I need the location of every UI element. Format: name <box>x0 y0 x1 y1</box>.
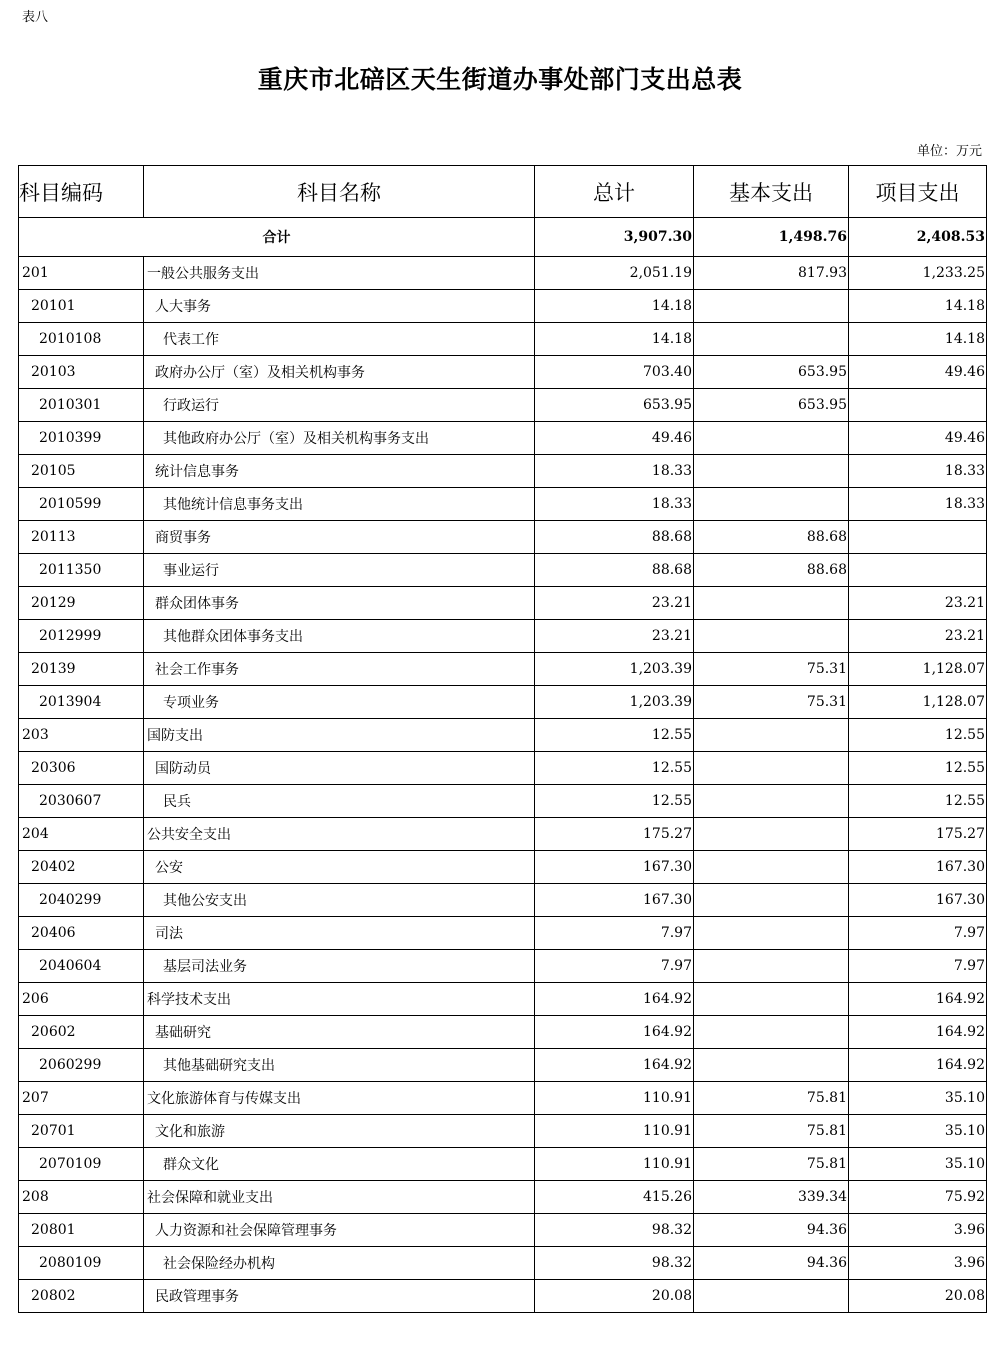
table-row <box>19 554 987 587</box>
table-row <box>19 389 987 422</box>
row-code: 2070109 <box>19 1148 144 1181</box>
row-total: 49.46 <box>535 422 694 455</box>
row-project: 3.96 <box>849 1247 987 1280</box>
row-basic: 88.68 <box>694 554 849 587</box>
row-basic: 75.81 <box>694 1148 849 1181</box>
row-project: 23.21 <box>849 620 987 653</box>
row-project: 12.55 <box>849 785 987 818</box>
summary-label: 合计 <box>19 218 535 257</box>
table-row <box>19 884 987 917</box>
row-name: 人力资源和社会保障管理事务 <box>144 1214 535 1247</box>
row-basic: 75.31 <box>694 653 849 686</box>
row-basic <box>694 290 849 323</box>
row-total: 175.27 <box>535 818 694 851</box>
row-project: 167.30 <box>849 851 987 884</box>
row-code: 2030607 <box>19 785 144 818</box>
row-basic: 94.36 <box>694 1247 849 1280</box>
row-name: 行政运行 <box>144 389 535 422</box>
table-row <box>19 455 987 488</box>
row-basic <box>694 1280 849 1313</box>
row-code: 2040604 <box>19 950 144 983</box>
row-basic: 75.81 <box>694 1082 849 1115</box>
row-basic <box>694 917 849 950</box>
row-total: 7.97 <box>535 917 694 950</box>
table-row <box>19 1181 987 1214</box>
row-project: 18.33 <box>849 455 987 488</box>
row-code: 20103 <box>19 356 144 389</box>
table-row <box>19 1214 987 1247</box>
row-total: 88.68 <box>535 521 694 554</box>
row-name: 国防动员 <box>144 752 535 785</box>
table-row <box>19 719 987 752</box>
table-row <box>19 1247 987 1280</box>
table-row <box>19 620 987 653</box>
row-total: 14.18 <box>535 323 694 356</box>
row-total: 23.21 <box>535 620 694 653</box>
row-code: 20406 <box>19 917 144 950</box>
row-code: 2010108 <box>19 323 144 356</box>
row-code: 2010599 <box>19 488 144 521</box>
row-code: 20402 <box>19 851 144 884</box>
table-row <box>19 356 987 389</box>
row-code: 2060299 <box>19 1049 144 1082</box>
row-name: 其他公安支出 <box>144 884 535 917</box>
row-project: 20.08 <box>849 1280 987 1313</box>
table-row <box>19 917 987 950</box>
row-code: 208 <box>19 1181 144 1214</box>
row-code: 2040299 <box>19 884 144 917</box>
row-name: 民政管理事务 <box>144 1280 535 1313</box>
row-basic <box>694 983 849 1016</box>
row-basic: 653.95 <box>694 389 849 422</box>
row-basic <box>694 587 849 620</box>
row-name: 其他基础研究支出 <box>144 1049 535 1082</box>
row-total: 12.55 <box>535 752 694 785</box>
row-basic <box>694 1016 849 1049</box>
row-code: 20101 <box>19 290 144 323</box>
row-code: 206 <box>19 983 144 1016</box>
row-project: 175.27 <box>849 818 987 851</box>
row-name: 基层司法业务 <box>144 950 535 983</box>
row-project <box>849 389 987 422</box>
table-row <box>19 323 987 356</box>
row-basic: 94.36 <box>694 1214 849 1247</box>
table-row <box>19 1016 987 1049</box>
row-name: 一般公共服务支出 <box>144 257 535 290</box>
row-name: 国防支出 <box>144 719 535 752</box>
row-total: 98.32 <box>535 1247 694 1280</box>
row-basic <box>694 1049 849 1082</box>
row-basic <box>694 785 849 818</box>
row-project: 49.46 <box>849 422 987 455</box>
row-name: 公共安全支出 <box>144 818 535 851</box>
row-total: 12.55 <box>535 719 694 752</box>
row-project: 164.92 <box>849 1049 987 1082</box>
row-code: 203 <box>19 719 144 752</box>
row-code: 20802 <box>19 1280 144 1313</box>
row-total: 164.92 <box>535 983 694 1016</box>
row-name: 社会保障和就业支出 <box>144 1181 535 1214</box>
row-basic: 88.68 <box>694 521 849 554</box>
row-total: 7.97 <box>535 950 694 983</box>
row-project: 7.97 <box>849 950 987 983</box>
table-row <box>19 257 987 290</box>
row-total: 20.08 <box>535 1280 694 1313</box>
row-basic <box>694 950 849 983</box>
row-code: 201 <box>19 257 144 290</box>
row-project: 35.10 <box>849 1082 987 1115</box>
row-total: 2,051.19 <box>535 257 694 290</box>
row-basic <box>694 323 849 356</box>
table-row <box>19 653 987 686</box>
row-code: 2010399 <box>19 422 144 455</box>
row-name: 专项业务 <box>144 686 535 719</box>
summary-basic: 1,498.76 <box>694 218 849 257</box>
row-total: 18.33 <box>535 455 694 488</box>
row-name: 文化旅游体育与传媒支出 <box>144 1082 535 1115</box>
row-code: 2010301 <box>19 389 144 422</box>
row-basic <box>694 752 849 785</box>
row-project: 1,128.07 <box>849 653 987 686</box>
row-name: 政府办公厅（室）及相关机构事务 <box>144 356 535 389</box>
row-name: 群众文化 <box>144 1148 535 1181</box>
row-project: 167.30 <box>849 884 987 917</box>
row-code: 204 <box>19 818 144 851</box>
header-total: 总计 <box>535 166 694 218</box>
table-row <box>19 1280 987 1313</box>
header-project: 项目支出 <box>849 166 987 218</box>
row-project: 164.92 <box>849 1016 987 1049</box>
row-code: 207 <box>19 1082 144 1115</box>
table-row <box>19 1115 987 1148</box>
row-total: 415.26 <box>535 1181 694 1214</box>
row-name: 其他统计信息事务支出 <box>144 488 535 521</box>
row-total: 110.91 <box>535 1115 694 1148</box>
row-project: 14.18 <box>849 323 987 356</box>
row-name: 人大事务 <box>144 290 535 323</box>
row-total: 1,203.39 <box>535 686 694 719</box>
row-basic: 339.34 <box>694 1181 849 1214</box>
row-basic: 653.95 <box>694 356 849 389</box>
table-row <box>19 422 987 455</box>
summary-row <box>19 218 987 257</box>
row-basic <box>694 719 849 752</box>
row-basic <box>694 851 849 884</box>
table-row <box>19 587 987 620</box>
table-row <box>19 818 987 851</box>
row-basic <box>694 620 849 653</box>
table-row <box>19 785 987 818</box>
row-basic <box>694 818 849 851</box>
row-project: 1,128.07 <box>849 686 987 719</box>
row-basic <box>694 455 849 488</box>
row-project: 35.10 <box>849 1115 987 1148</box>
row-project: 164.92 <box>849 983 987 1016</box>
row-name: 民兵 <box>144 785 535 818</box>
row-project: 1,233.25 <box>849 257 987 290</box>
table-row <box>19 521 987 554</box>
row-project: 35.10 <box>849 1148 987 1181</box>
row-name: 社会工作事务 <box>144 653 535 686</box>
row-total: 88.68 <box>535 554 694 587</box>
row-name: 司法 <box>144 917 535 950</box>
table-number-label: 表八 <box>22 10 49 25</box>
row-basic <box>694 422 849 455</box>
row-name: 统计信息事务 <box>144 455 535 488</box>
row-code: 20306 <box>19 752 144 785</box>
row-project: 7.97 <box>849 917 987 950</box>
row-total: 167.30 <box>535 884 694 917</box>
row-project: 3.96 <box>849 1214 987 1247</box>
summary-project: 2,408.53 <box>849 218 987 257</box>
row-code: 20105 <box>19 455 144 488</box>
row-name: 群众团体事务 <box>144 587 535 620</box>
header-row <box>19 166 987 218</box>
row-total: 703.40 <box>535 356 694 389</box>
row-name: 文化和旅游 <box>144 1115 535 1148</box>
row-code: 20113 <box>19 521 144 554</box>
row-project: 18.33 <box>849 488 987 521</box>
table-row <box>19 950 987 983</box>
row-basic: 817.93 <box>694 257 849 290</box>
row-project <box>849 554 987 587</box>
table-row <box>19 290 987 323</box>
row-project <box>849 521 987 554</box>
row-project: 75.92 <box>849 1181 987 1214</box>
row-total: 110.91 <box>535 1148 694 1181</box>
row-project: 12.55 <box>849 719 987 752</box>
row-name: 代表工作 <box>144 323 535 356</box>
row-project: 12.55 <box>849 752 987 785</box>
row-project: 14.18 <box>849 290 987 323</box>
row-total: 167.30 <box>535 851 694 884</box>
row-total: 110.91 <box>535 1082 694 1115</box>
row-project: 23.21 <box>849 587 987 620</box>
row-code: 20801 <box>19 1214 144 1247</box>
header-code: 科目编码 <box>19 166 144 218</box>
row-name: 基础研究 <box>144 1016 535 1049</box>
table-row <box>19 686 987 719</box>
row-name: 公安 <box>144 851 535 884</box>
row-name: 其他群众团体事务支出 <box>144 620 535 653</box>
expenditure-table <box>18 165 987 1313</box>
table-row <box>19 851 987 884</box>
table-row <box>19 1049 987 1082</box>
row-total: 1,203.39 <box>535 653 694 686</box>
row-name: 事业运行 <box>144 554 535 587</box>
row-name: 商贸事务 <box>144 521 535 554</box>
row-basic: 75.81 <box>694 1115 849 1148</box>
row-code: 2080109 <box>19 1247 144 1280</box>
row-total: 164.92 <box>535 1016 694 1049</box>
row-total: 653.95 <box>535 389 694 422</box>
row-project: 49.46 <box>849 356 987 389</box>
table-row <box>19 752 987 785</box>
row-basic: 75.31 <box>694 686 849 719</box>
row-total: 14.18 <box>535 290 694 323</box>
header-basic: 基本支出 <box>694 166 849 218</box>
table-row <box>19 983 987 1016</box>
row-name: 其他政府办公厅（室）及相关机构事务支出 <box>144 422 535 455</box>
header-name: 科目名称 <box>144 166 535 218</box>
unit-label: 单位：万元 <box>916 144 982 159</box>
row-total: 18.33 <box>535 488 694 521</box>
row-code: 2012999 <box>19 620 144 653</box>
row-basic <box>694 488 849 521</box>
row-total: 23.21 <box>535 587 694 620</box>
row-code: 20602 <box>19 1016 144 1049</box>
row-total: 12.55 <box>535 785 694 818</box>
row-code: 20129 <box>19 587 144 620</box>
table-row <box>19 1148 987 1181</box>
row-code: 2013904 <box>19 686 144 719</box>
page-title: 重庆市北碚区天生街道办事处部门支出总表 <box>257 65 743 94</box>
summary-total: 3,907.30 <box>535 218 694 257</box>
row-name: 科学技术支出 <box>144 983 535 1016</box>
row-name: 社会保险经办机构 <box>144 1247 535 1280</box>
row-total: 164.92 <box>535 1049 694 1082</box>
row-code: 20139 <box>19 653 144 686</box>
table-row <box>19 488 987 521</box>
row-basic <box>694 884 849 917</box>
row-code: 20701 <box>19 1115 144 1148</box>
row-total: 98.32 <box>535 1214 694 1247</box>
table-row <box>19 1082 987 1115</box>
row-code: 2011350 <box>19 554 144 587</box>
